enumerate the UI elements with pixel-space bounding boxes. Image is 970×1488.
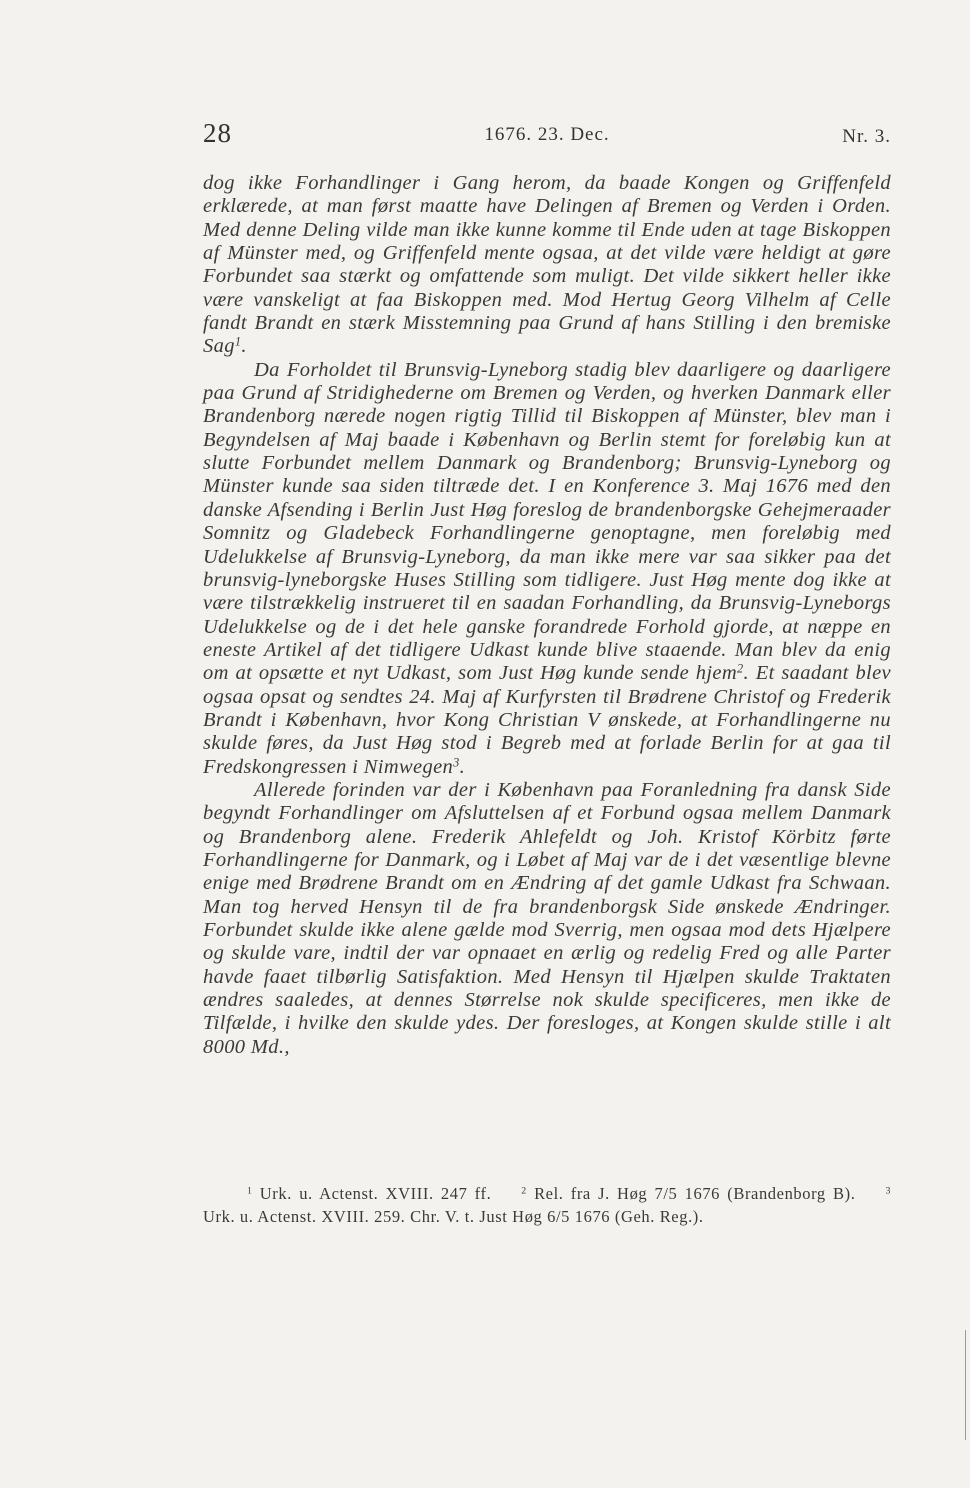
footnote-2-date: 7/5: [654, 1184, 678, 1203]
footnote-ref-1: 1: [234, 334, 242, 349]
paragraph-3-text: Allerede forinden var der i København paa Foranledning fra dansk Side begyndt Forhandlinger om Afsluttelsen af et Forbund ogsaa mellem Danmark og Brandenborg alene. Frederik Ahlefeldt og Joh. Kristof Körbitz førte Forhandlingerne for Danmark, og i Løbet af Maj var de i det væsentlige blevne enige med Brødrene Brandt om en Ændring af det gamle Udkast fra Schwaan. Man tog herved Hensyn til de fra brandenborgsk Side ønskede Ændringer. Forbundet skulde ikke alene gælde mod Sverrig, men ogsaa mod dets Hjælpere og skulde vare, indtil der var opnaaet en ærlig og redelig Fred og alle Parter havde faaet tilbørlig Satisfaktion. Med Hensyn til Hjælpen skulde Traktaten ændres saaledes, at dennes Størrelse nok skulde specificeres, men ikke de Tilfælde, i hvilke den skulde ydes. Der foresloges, at Kongen skulde stille i alt 8000 Md.,: [203, 778, 891, 1058]
footnote-1-text: Urk. u. Actenst. XVIII. 247 ff.: [259, 1184, 492, 1203]
page-number: 28: [203, 118, 232, 148]
paragraph-3: [203, 779, 891, 1059]
paragraph-2-text: Da Forholdet til Brunsvig-Lyneborg stadig blev daarligere og daarligere paa Grund af Stridighederne om Bremen og Verden, og hverken Danmark eller Brandenborg nærede nogen rigtig Tillid til Biskoppen af Münster, blev man i Begyndelsen af Maj baade i København og Berlin stemt for foreløbig kun at slutte Forbundet mellem Danmark og Brandenborg; Brunsvig-Lyneborg og Münster kunde saa siden tiltræde det. I en Konference 3. Maj 1676 med den danske Afsending i Berlin Just Høg foreslog de brandenborgske Gehejmeraader Somnitz og Gladebeck Forhandlingerne genoptagne, men foreløbig med Udelukkelse af Brunsvig-Lyneborg, da man ikke mere var saa sikker paa det brunsvig-lyneborgske Huses Stilling som tidligere. Just Høg mente dog ikke at være tilstrækkelig instrueret til en saadan Forhandling, da Brunsvig-Lyneborgs Udelukkelse og de i det hele ganske forandrede Forhold gjorde, at næppe en eneste Artikel af det tidligere Udkast kunde blive staaende. Man blev da enig om at opsætte et nyt Udkast, som Just Høg kunde sende hjem: [203, 358, 891, 685]
footnote-2-text-b: 1676 (Brandenborg B).: [677, 1184, 856, 1203]
footnote-1-marker: 1: [247, 1185, 253, 1197]
section-number: Nr. 3.: [842, 126, 891, 147]
footnote-block: [203, 1183, 891, 1229]
footnote-3-date: 6/5: [547, 1206, 571, 1226]
paragraph-1: [203, 172, 891, 359]
page-header: [203, 118, 891, 154]
footnotes: [203, 1183, 891, 1229]
footnote-3-marker: 3: [885, 1185, 891, 1197]
footnote-2-text-a: Rel. fra J. Høg: [534, 1184, 655, 1203]
body-text: [203, 172, 891, 1059]
footnote-ref-2: 2: [737, 661, 744, 676]
footnote-3-text-b: 1676 (Geh. Reg.).: [570, 1206, 704, 1226]
paragraph-1-text: dog ikke Forhandlinger i Gang herom, da baade Kongen og Griffenfeld erklærede, at man først maatte have Delingen af Bremen og Verden i Orden. Med denne Deling vilde man ikke kunne komme til Ende uden at tage Biskoppen af Münster med, og Griffenfeld mente ogsaa, at det vilde være heldigt at gøre Forbundet saa stærkt og omfattende som muligt. Det vilde sikkert heller ikke være vanskeligt at faa Biskoppen med. Mod Hertug Georg Vilhelm af Celle fandt Brandt en stærk Misstemning paa Grund af hans Stilling i den bremiske Sag: [203, 172, 891, 358]
running-head: 1676. 23. Dec.: [484, 124, 610, 145]
footnote-2-marker: 2: [521, 1185, 527, 1197]
paragraph-2-tail-2: .: [459, 755, 466, 778]
paragraph-2: [203, 359, 891, 779]
scan-edge-line: [965, 1330, 966, 1440]
footnote-3-text-a: Urk. u. Actenst. XVIII. 259. Chr. V. t. Just Høg: [203, 1206, 548, 1226]
paragraph-2-tail: . Et saadant blev ogsaa opsat og sendtes 24. Maj af Kurfyrsten til Brødrene Christof og Frederik Brandt i København, hvor Kong Christian V ønskede, at Forhandlingerne nu skulde føres, da Just Høg stod i Begreb med at forlade Berlin for at gaa til Fredskongressen i Nimwegen: [203, 662, 892, 778]
paragraph-1-tail: .: [241, 335, 247, 358]
footnote-ref-3: 3: [453, 754, 460, 769]
